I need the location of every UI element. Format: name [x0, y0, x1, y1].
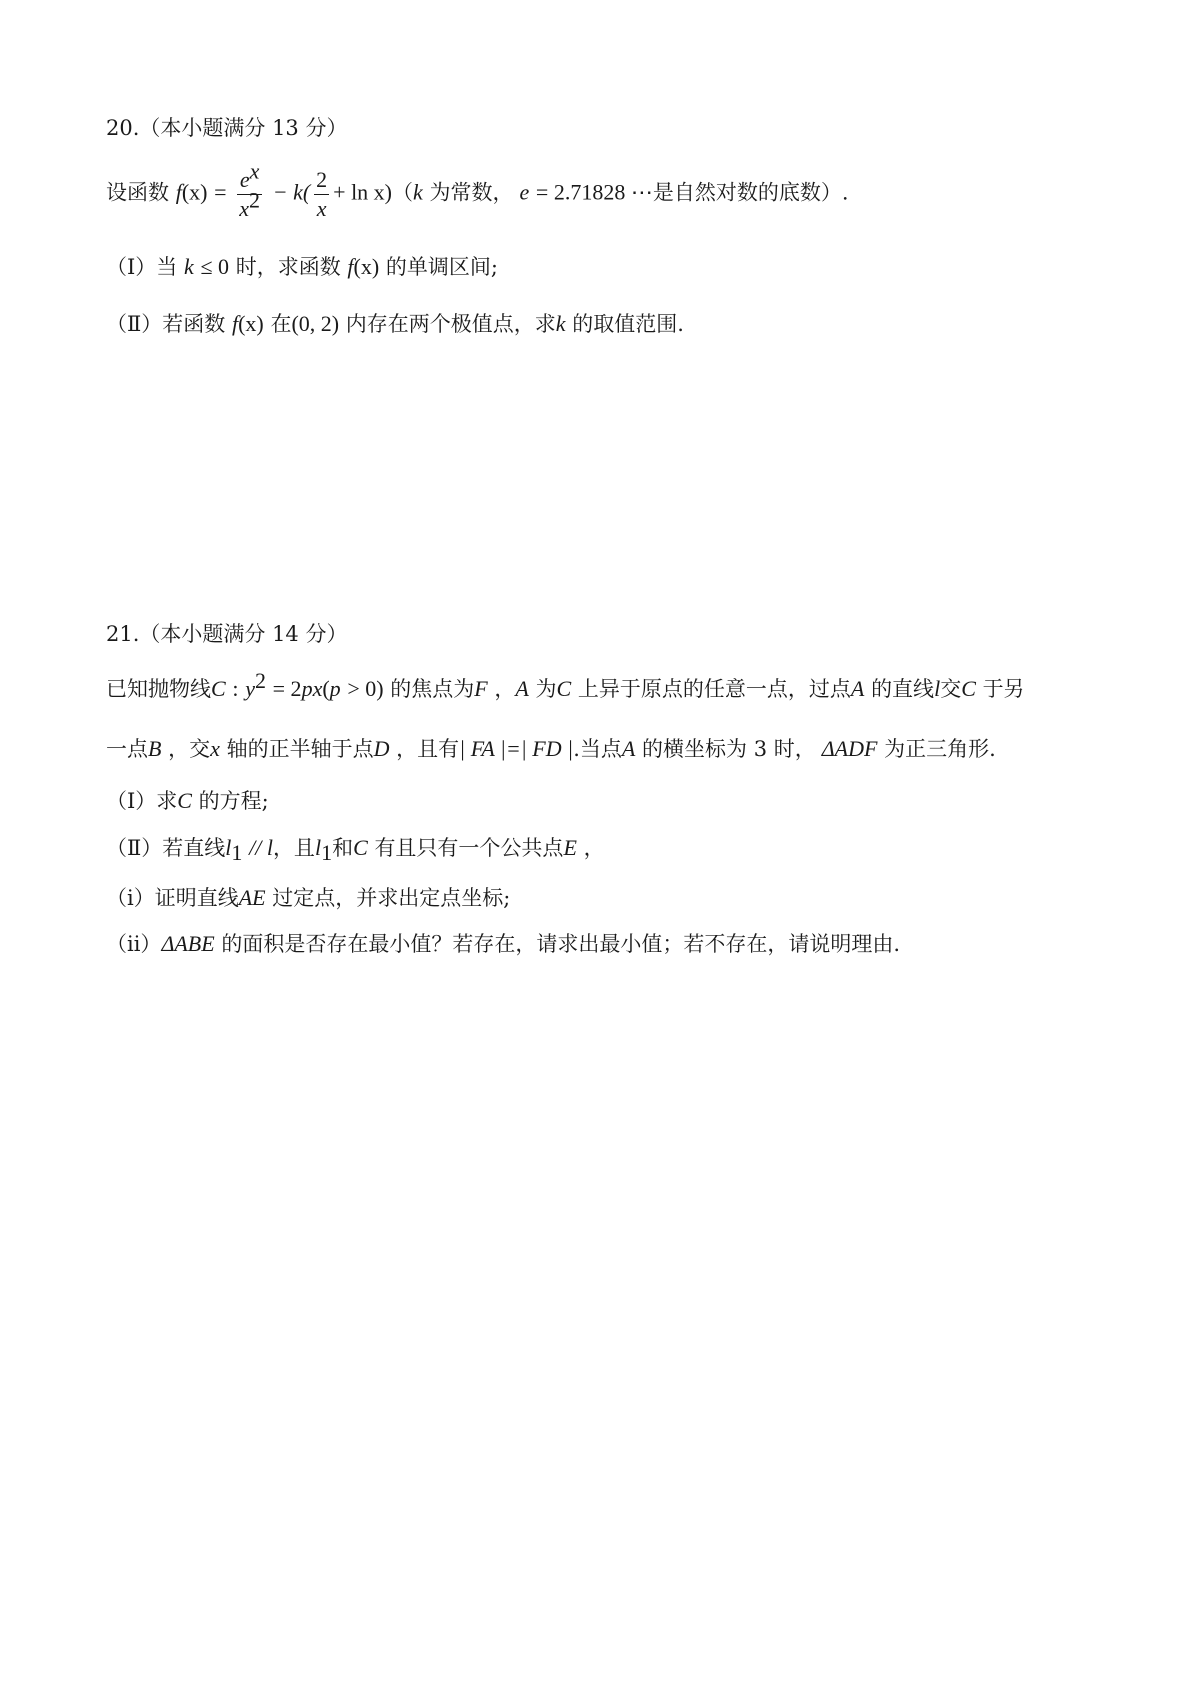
- q20-frac1-base: e: [239, 167, 250, 192]
- q20-fraction-ex-over-x2: [237, 158, 262, 222]
- q20-header-text: 20.（本小题满分 13 分）: [106, 116, 348, 140]
- q20-fx: (x): [181, 179, 208, 205]
- q21-line1: [106, 668, 1025, 701]
- q20-part2-tail: 的取值范围.: [572, 312, 684, 336]
- q21-part2-l1: l: [225, 835, 232, 860]
- q20-stem: [106, 158, 849, 222]
- q21-part2-l1b: l: [314, 835, 322, 860]
- q21-line2: [106, 738, 996, 760]
- q21-l1-A: A: [515, 676, 529, 701]
- q20-note-tail: 是自然对数的底数）.: [652, 180, 849, 205]
- q21-part2-par: // l: [249, 835, 273, 860]
- q20-frac1-den-exp: 2: [249, 187, 261, 213]
- q21-part1-tail: 的方程;: [198, 789, 269, 813]
- q21-sub1: [106, 887, 510, 909]
- q21-header-text: 21.（本小题满分 14 分）: [106, 622, 348, 646]
- q21-l1-l: l: [934, 676, 941, 701]
- q21-l2-tail: 为正三角形.: [884, 737, 996, 761]
- q20-part2-k: k: [555, 311, 566, 336]
- q20-part1-mid: 时，求函数: [235, 255, 341, 279]
- q21-l1-mid5: 交: [940, 677, 962, 701]
- q20-part2-x: (x): [238, 311, 264, 336]
- q21-l1-cond: > 0): [347, 676, 384, 701]
- q20-eq: =: [214, 179, 227, 205]
- q21-sub2: [106, 933, 900, 955]
- q20-part2-label: （Ⅱ）若函数: [106, 312, 226, 336]
- q21-l2-mid2: 轴的正半轴于点: [226, 737, 374, 761]
- q21-l1-p: p: [329, 676, 341, 701]
- q20-f: f: [175, 179, 182, 205]
- q21-l2-B: B: [148, 736, 162, 761]
- q21-part2-E: E: [563, 835, 577, 860]
- q21-sub2-label: （ⅱ）: [106, 932, 162, 956]
- q21-part2-tail: ，: [583, 836, 605, 860]
- q21-l2-prefix: 一点: [106, 737, 148, 761]
- q20-frac1-exp: x: [249, 158, 260, 184]
- q21-part2: [106, 835, 605, 866]
- q21-l2-mid1: ，交: [168, 737, 211, 761]
- q21-l1-comma: ，: [494, 677, 516, 701]
- q21-part2-C: C: [353, 835, 368, 860]
- q21-l1-C2: C: [556, 676, 572, 701]
- q20-part2-interval: (0, 2): [291, 311, 340, 336]
- q20-header: [106, 118, 347, 139]
- q21-l2-tri: ΔADF: [821, 736, 878, 761]
- q21-part2-l1b-sub: 1: [321, 840, 333, 866]
- q21-l2-x: x: [210, 736, 220, 761]
- q21-l1-A2: A: [850, 676, 865, 701]
- q21-l2-mid3: ，且有: [396, 737, 460, 761]
- q21-l1-mid4: 的直线: [871, 677, 935, 701]
- q21-l1-cond-open: (: [322, 676, 330, 701]
- q21-part2-l1-sub: 1: [231, 840, 243, 866]
- q21-l2-A: A: [621, 736, 636, 761]
- q20-frac2-den: x: [316, 195, 327, 221]
- q21-l2-D: D: [373, 736, 390, 761]
- q21-l2-mid4: .当点: [573, 737, 622, 761]
- q21-part2-mid2: 和: [332, 836, 354, 860]
- q21-part2-label: （Ⅱ）若直线: [106, 836, 226, 860]
- q21-l1-C3: C: [961, 676, 976, 701]
- q21-l2-mid5: 的横坐标为 3 时，: [642, 737, 816, 761]
- q20-part2: [106, 313, 684, 335]
- q21-l1-mid3: 上异于原点的任意一点，过点: [577, 677, 851, 701]
- q20-part1-k: k: [183, 254, 194, 279]
- q20-part2-mid1: 在: [270, 312, 292, 336]
- q20-part1-tail: 的单调区间;: [385, 255, 498, 279]
- q20-note-mid: 为常数，: [429, 180, 514, 205]
- q21-part1-label: （Ⅰ）求: [106, 789, 178, 813]
- q20-part1-f: f: [347, 254, 354, 279]
- q21-header: [106, 624, 347, 645]
- q21-part1: [106, 790, 269, 812]
- q20-note-e: e: [519, 179, 530, 205]
- q20-part1-cond: ≤ 0: [200, 254, 230, 279]
- q20-part2-mid2: 内存在两个极值点，求: [345, 312, 556, 336]
- q21-l1-eq: = 2: [272, 676, 302, 701]
- q21-l1-mid1: 的焦点为: [390, 677, 475, 701]
- q20-part2-f: f: [231, 311, 239, 336]
- q20-part1-x: (x): [353, 254, 380, 279]
- q20-part1: [106, 256, 498, 278]
- q20-minus-k: − k(: [272, 179, 311, 205]
- q20-frac2-num: 2: [314, 166, 329, 195]
- q21-sub2-tail: 的面积是否存在最小值？若存在，请求出最小值；若不存在，请说明理由.: [221, 932, 901, 956]
- q20-note-val: = 2.71828 ⋯: [535, 179, 653, 205]
- q20-stem-prefix: 设函数: [106, 180, 169, 205]
- q21-part1-C: C: [177, 788, 192, 813]
- q21-sub2-tri: ΔABE: [161, 931, 215, 956]
- q21-l2-abs: | FA |=| FD |: [459, 736, 574, 761]
- q21-l1-mid2: 为: [535, 677, 557, 701]
- q21-l1-F: F: [474, 676, 488, 701]
- q21-l1-C: C: [211, 676, 226, 701]
- q20-part1-label: （Ⅰ）当: [106, 255, 178, 279]
- q21-sub1-label: （ⅰ）证明直线: [106, 886, 239, 910]
- q20-plus-ln: + ln x): [333, 179, 393, 205]
- q20-note-k: k: [413, 179, 423, 205]
- q20-fraction-2-over-x: [314, 166, 329, 222]
- q21-l1-px: px: [301, 676, 323, 701]
- q21-sub1-tail: 过定点，并求出定点坐标;: [272, 886, 511, 910]
- q20-note-open: （: [392, 180, 414, 205]
- q21-l1-colon: :: [232, 676, 239, 701]
- q21-part2-mid1: ，且: [272, 836, 315, 860]
- q21-l1-prefix: 已知抛物线: [106, 677, 211, 701]
- q21-part2-mid3: 有且只有一个公共点: [374, 836, 564, 860]
- q20-frac1-den-base: x: [239, 195, 250, 221]
- q21-l1-tail: 于另: [982, 677, 1025, 701]
- q21-sub1-AE: AE: [238, 885, 266, 910]
- q21-l1-yexp: 2: [254, 668, 266, 693]
- q21-l1-y: y: [245, 676, 255, 701]
